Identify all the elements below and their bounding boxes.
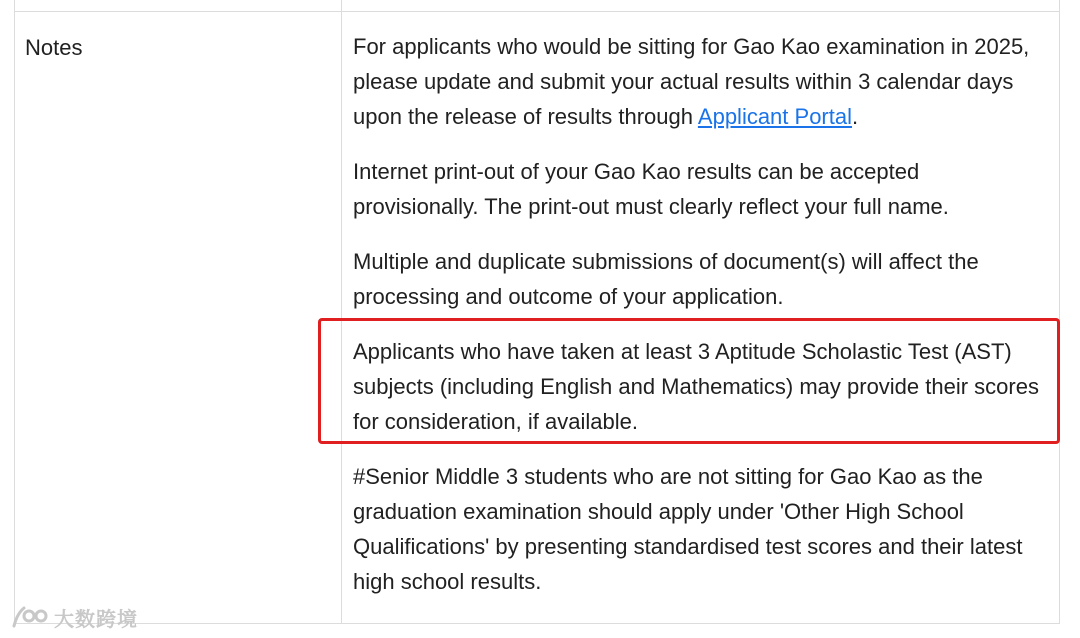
notes-content <box>342 12 1060 624</box>
watermark-logo-icon <box>10 604 50 630</box>
table-row-previous <box>15 0 1060 12</box>
note-gao-kao-results-text: For applicants who would be sitting for Gao Kao examination in 2025, please update and submit your actual results within 3 calendar days upon the release of results through <box>353 34 1030 129</box>
note-gao-kao-results <box>353 29 1045 134</box>
table-cell-previous-value <box>342 0 1060 12</box>
note-ast-scores: Applicants who have taken at least 3 Aptitude Scholastic Test (AST) subjects (including English and Mathematics) may provide their scores for consideration, if available. <box>353 339 1039 434</box>
table-cell-previous-label <box>15 0 342 12</box>
watermark <box>10 602 138 632</box>
note-duplicate-submissions: Multiple and duplicate submissions of document(s) will affect the processing and outcome of your application. <box>353 249 979 309</box>
note-gao-kao-results-end: . <box>852 104 859 129</box>
applicant-portal-link[interactable]: Applicant Portal <box>697 104 852 129</box>
notes-label: Notes <box>15 12 342 624</box>
info-table <box>14 0 1060 624</box>
note-internet-printout: Internet print-out of your Gao Kao results can be accepted provisionally. The print-out must clearly reflect your full name. <box>353 159 949 219</box>
note-senior-middle-3: #Senior Middle 3 students who are not sitting for Gao Kao as the graduation examination should apply under 'Other High School Qualifications' by presenting standardised test scores and their latest high school results. <box>353 464 1023 594</box>
table-row-notes <box>15 12 1060 624</box>
watermark-text: 大数跨境 <box>54 606 138 631</box>
